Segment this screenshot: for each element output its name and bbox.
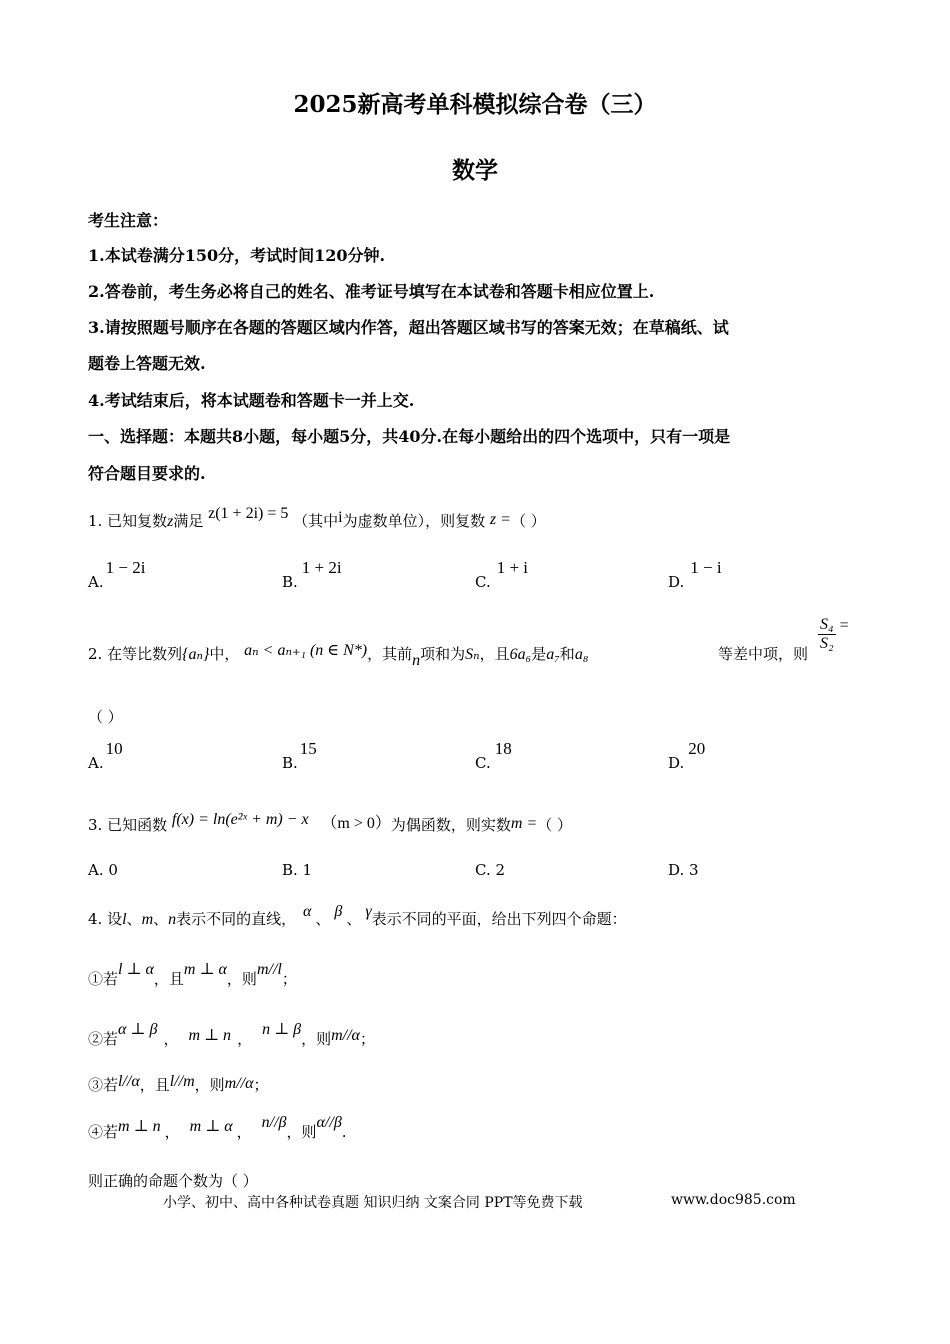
q2-text: 和	[559, 645, 575, 663]
footer-text: 小学、初中、高中各种试卷真题 知识归纳 文案合同 PPT等免费下载	[163, 1195, 583, 1211]
q2-stem-tail: 等差中项，则	[718, 645, 809, 663]
fraction-denominator: S₂	[820, 635, 834, 652]
q3-blank: （ ）	[537, 816, 573, 834]
q2-option-b[interactable]	[282, 739, 317, 772]
prop-math: m ⊥ n	[188, 1027, 232, 1044]
prop-math: α//β	[316, 1114, 342, 1131]
option-label: D.	[668, 754, 685, 772]
q2-text: ，且	[479, 645, 510, 663]
notice-item-4: 4.考试结束后，将本试题卷和答题卡一并上交.	[88, 391, 415, 410]
q1-blank: （ ）	[510, 512, 546, 530]
prop-text: ，	[164, 1123, 180, 1141]
q4-text: 4. 设	[88, 910, 123, 928]
prop-text: ，	[237, 1030, 253, 1048]
q1-ask: z =	[489, 511, 511, 528]
q2-var-n: n	[412, 652, 421, 669]
q3-function: f(x) = ln(e²ˣ + m) − x	[171, 811, 309, 828]
q2-fraction	[818, 616, 849, 653]
q1-text: （其中	[293, 512, 339, 530]
q1-option-b[interactable]	[282, 558, 342, 591]
prop-number: ①若	[88, 970, 119, 988]
prop-number: ②若	[88, 1030, 119, 1048]
prop-text: ，则	[226, 970, 257, 988]
prop-math: m//α	[224, 1075, 254, 1092]
q2-option-c[interactable]	[475, 739, 512, 772]
option-value: 1 − 2i	[105, 558, 146, 577]
prop-text: ，则	[286, 1123, 317, 1141]
q3-text: 为偶函数，则实数	[390, 816, 511, 834]
prop-text: ，且	[139, 1076, 170, 1094]
q3-option-d[interactable]: D. 3	[668, 861, 699, 879]
q2-text: 项和为	[420, 645, 466, 663]
option-label: B.	[282, 573, 298, 591]
q4-proposition-1	[88, 961, 297, 989]
question-3-stem	[88, 812, 572, 835]
q4-text: 表示不同的直线，	[176, 910, 297, 928]
option-value: 20	[688, 739, 706, 758]
q4-plane-gamma: γ	[365, 903, 372, 920]
q1-var-z: z	[167, 513, 174, 530]
q4-text: 、	[153, 910, 169, 928]
prop-text: ，则	[301, 1030, 332, 1048]
q2-condition: aₙ < aₙ₊₁ (n ∈ N*)	[244, 642, 368, 659]
option-label: D.	[668, 573, 685, 591]
prop-math: m ⊥ α	[183, 961, 227, 978]
q2-term: 6a₆	[509, 646, 532, 663]
option-value: 1 − i	[690, 558, 722, 577]
q4-proposition-4	[88, 1114, 347, 1142]
prop-math: m ⊥ n	[118, 1118, 161, 1135]
q2-term: a₈	[574, 646, 589, 663]
q4-proposition-3	[88, 1074, 269, 1095]
footer-url[interactable]: www.doc985.com	[671, 1192, 796, 1208]
prop-math: n ⊥ β	[262, 1021, 302, 1038]
prop-text: ；	[359, 1030, 375, 1048]
prop-text: ；	[253, 1076, 269, 1094]
q1-text: 满足	[173, 512, 204, 530]
prop-math: m//α	[331, 1027, 360, 1044]
q4-plane-alpha: α	[302, 903, 312, 920]
q3-text: 3. 已知函数	[88, 816, 168, 834]
q3-option-a[interactable]: A. 0	[88, 861, 118, 879]
notice-item-2: 2.答卷前，考生务必将自己的姓名、准考证号填写在本试卷和答题卡相应位置上.	[88, 282, 655, 301]
option-label: A.	[88, 754, 104, 772]
exam-title: 2025新高考单科模拟综合卷（三）	[293, 91, 657, 118]
q2-equals: =	[838, 617, 850, 635]
option-value: 18	[494, 739, 512, 758]
prop-math: n//β	[261, 1114, 287, 1131]
prop-math: α ⊥ β	[118, 1021, 158, 1038]
q3-option-c[interactable]: C. 2	[475, 861, 506, 879]
q1-imag-unit: i	[338, 509, 343, 526]
q1-text: 为虚数单位），则复数	[342, 512, 486, 530]
q2-option-d[interactable]	[668, 739, 706, 772]
prop-text: .	[341, 1123, 347, 1141]
q2-sequence: {aₙ}	[182, 646, 210, 663]
q4-plane-beta: β	[334, 903, 343, 920]
prop-number: ③若	[88, 1076, 119, 1094]
prop-text: ，	[236, 1123, 252, 1141]
option-label: C.	[475, 754, 491, 772]
q1-equation: z(1 + 2i) = 5	[208, 505, 289, 522]
fraction-numerator: S₄	[820, 616, 834, 633]
prop-text: ，则	[194, 1076, 225, 1094]
q2-text: ，其前	[367, 645, 413, 663]
prop-math: m ⊥ α	[189, 1118, 233, 1135]
q2-text: 中，	[209, 645, 240, 663]
q4-text: 表示不同的平面，给出下列四个命题：	[371, 910, 627, 928]
notice-heading: 考生注意：	[88, 211, 169, 230]
q3-option-b[interactable]: B. 1	[282, 861, 313, 879]
prop-math: m//l	[256, 961, 282, 978]
q4-line-l: l	[122, 911, 127, 928]
q2-option-a[interactable]	[88, 739, 123, 772]
q2-text: 是	[531, 645, 547, 663]
prop-text: ，	[163, 1030, 179, 1048]
option-value: 10	[105, 739, 123, 758]
q4-line-m: m	[141, 911, 154, 928]
notice-item-1: 1.本试卷满分150分，考试时间120分钟.	[88, 246, 386, 265]
q4-ask: 则正确的命题个数为（ ）	[88, 1172, 258, 1190]
prop-number: ④若	[88, 1123, 119, 1141]
question-4-stem	[88, 903, 627, 929]
question-1-stem	[88, 505, 546, 531]
option-value: 1 + 2i	[301, 558, 342, 577]
q1-option-a[interactable]	[88, 558, 146, 591]
prop-math: l//α	[118, 1073, 140, 1090]
prop-math: l ⊥ α	[118, 961, 154, 978]
q2-blank: （ ）	[88, 708, 123, 726]
q2-term: a₇	[546, 646, 560, 663]
q4-proposition-2	[88, 1021, 375, 1049]
prop-text: ；	[281, 970, 297, 988]
q4-text: 、	[126, 910, 142, 928]
prop-math: l//m	[169, 1073, 195, 1090]
q3-ask: m =	[510, 815, 538, 832]
q3-condition: （m > 0）	[321, 815, 391, 832]
q4-text: 、	[315, 910, 331, 928]
q1-option-c[interactable]	[475, 558, 529, 591]
q4-line-n: n	[168, 911, 177, 928]
q2-text: 2. 在等比数列	[88, 645, 183, 663]
subject-title: 数学	[452, 157, 498, 184]
option-value: 15	[299, 739, 317, 758]
notice-item-3-cont: 题卷上答题无效.	[88, 354, 206, 373]
section-heading-line2: 符合题目要求的.	[88, 464, 206, 483]
q1-option-d[interactable]	[668, 558, 722, 591]
notice-item-3: 3.请按照题号顺序在各题的答题区域内作答，超出答题区域书写的答案无效；在草稿纸、试	[88, 318, 729, 337]
option-label: A.	[88, 573, 104, 591]
q1-text: 1. 已知复数	[88, 512, 168, 530]
q4-text: 、	[346, 910, 362, 928]
option-label: C.	[475, 573, 491, 591]
option-label: B.	[282, 754, 298, 772]
prop-text: ，且	[153, 970, 184, 988]
question-2-stem	[88, 642, 589, 669]
option-value: 1 + i	[496, 558, 529, 577]
section-heading-line1: 一、选择题：本题共8小题，每小题5分，共40分.在每小题给出的四个选项中，只有一项是	[88, 427, 731, 446]
q2-sum: Sₙ	[465, 646, 480, 663]
